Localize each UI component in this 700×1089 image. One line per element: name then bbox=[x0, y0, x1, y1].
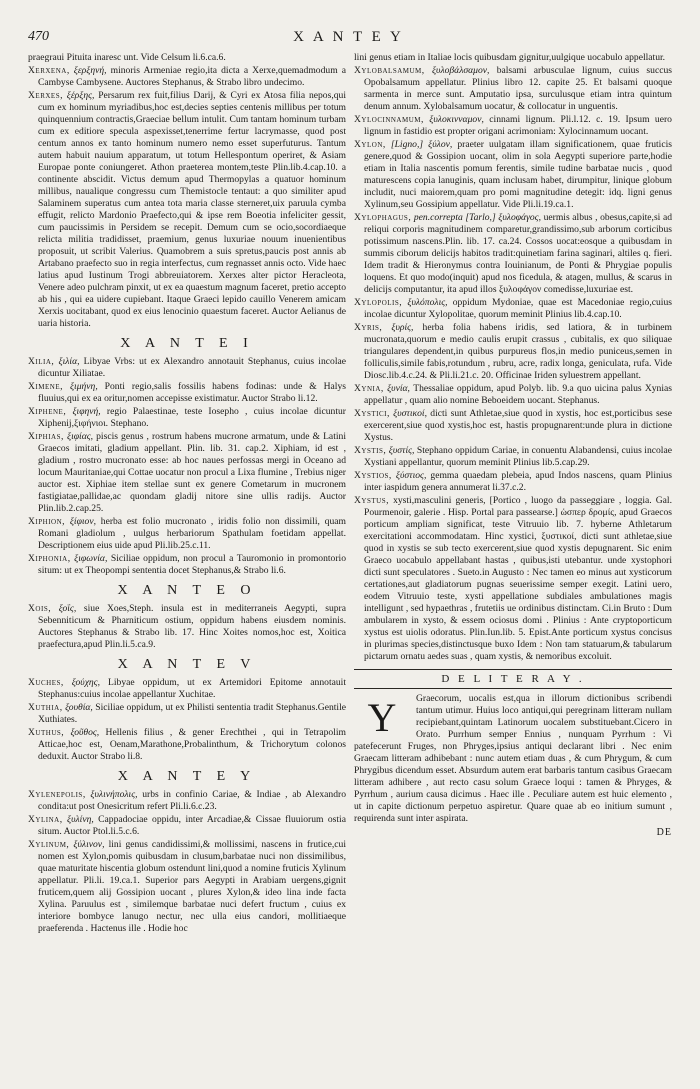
headword: Xynia, bbox=[354, 383, 384, 394]
dictionary-entry bbox=[28, 789, 346, 813]
page-number: 470 bbox=[28, 29, 49, 44]
definition-text: Siciliae oppidum, ut ex Philisti sententia tradit Stephanus.Gentile Xuthiates. bbox=[38, 702, 346, 725]
headword: Ximene, bbox=[28, 381, 63, 392]
definition-text: Hellenis filius , & gener Erechthei , qui in Tetrapolim Atticae,hoc est, Oenam,Marathone,Probalinthum, & Trichorytum colonos deduxit. Auctor Strabo li.8. bbox=[38, 727, 346, 762]
dictionary-entry bbox=[354, 495, 672, 663]
headword: Xystus, bbox=[354, 495, 389, 506]
dictionary-entry bbox=[28, 839, 346, 935]
running-title: X A N T E Y bbox=[293, 28, 404, 45]
greek-form: ξούχης, bbox=[71, 677, 100, 688]
dictionary-entry bbox=[28, 727, 346, 763]
headword: Xylocinnamum, bbox=[354, 114, 424, 125]
greek-form: ξίφιον, bbox=[69, 516, 97, 527]
greek-form: ξυρίς, bbox=[391, 322, 414, 333]
headword: Xiphias, bbox=[28, 431, 64, 442]
definition-text: cinnami lignum. Pli.l.12. c. 19. Ipsum uero lignum in fastidio est propter origani acrimoniam: Xylocinnamum uocant. bbox=[364, 114, 672, 137]
definition-text: minoris Armeniae regio,ita dicta a Xerxe,quemadmodum a Cambyse Cambysene. Auctores Stephanus, & Strabo libro undecimo. bbox=[38, 65, 346, 88]
greek-form: [Ligno,] ξύλον, bbox=[390, 139, 453, 150]
right-column bbox=[354, 52, 672, 1069]
dictionary-entry bbox=[28, 406, 346, 430]
dictionary-entry bbox=[354, 408, 672, 444]
dictionary-entry bbox=[28, 814, 346, 838]
greek-form: ξιφωνία, bbox=[74, 553, 108, 564]
catchword: DE bbox=[656, 827, 672, 838]
dictionary-entry bbox=[354, 383, 672, 407]
definition-text: Ponti regio,salis fossilis habens fodinas: unde & Halys fluuius,qui ex ea oritur,nomen accepisse existimatur. Auctor Strabo li.12. bbox=[38, 381, 346, 404]
greek-form: ξυλοκινναμον, bbox=[429, 114, 484, 125]
headword: Xystis, bbox=[354, 445, 387, 456]
definition-text: dicti sunt Athletae,siue quod in xystis, hoc est,porticibus sese exercerent,siue quod xystis,hoc est, hastis propugnarent:unde plura in dictione Xystus. bbox=[364, 408, 672, 443]
section-heading-xi: X A N T E I bbox=[120, 336, 254, 351]
dictionary-entry bbox=[28, 65, 346, 89]
definition-text: xysti,masculini generis, [Portico , luogo da passeggiare , loggia. Gal. Pourmenoir, galerie . Hisp. Portal para passearse.] ὡσπερ δρομίς, apud Graecos porticum ampliam significat, teste Vitruuio lib. 7. hyberne Athletarum exercitationi accommodatam. Hinc xystici, ξυστικοί, dicti sunt athletae,siue quod in xystis se sub tecto exercerent,siue quod xystis depugnarent. Sic enim Graeco uocabulo appellabant hastas , quibus,isti utebantur. unde xystophori dicti sunt speculatores . Sueto.in Augusto : Nec tamen eo minus aut xysticorum certationes,aut gladiatorum pugnas seuerissime semper exegit. Latini uero, eodem Vitruuio teste, xysti appellatione subdiales ambulationes magis intelligunt , sed hypaethras , frutetiis ue ordinibus distinctam. Ci.in Bruto : Dum ambularem in xysto, & essem ociosus domi . Plinius : Ante cryptoporticum xystus est uiolis odoratus. Plin.Iun.lib. 5. Epist.Ante porticum xystus concisus in plurimas species,distinctusque buxo Idem : Non tam statuarum,& tabularum pictarum ornatu aedes suas , quam xystis, & nemoribus excoluit. bbox=[364, 495, 672, 662]
headword: Xuthia, bbox=[28, 702, 63, 713]
left-column bbox=[28, 52, 346, 1069]
definition-text: praeter uulgatam illam significationem, quae fruticis genere,quod & Gossipion uocant, olim in sola Aegypti superiore parte,hodie etiam in Italia nascentis pomum ferentis, simile tudine barbatae nucis , quod maturescens copia lanuginis, quam inclusam habet, dirumpitur, linique globum includit, nuci maiorem,quam pro pomi magnitudine detegit: idq. ligni genus Xylinum,seu Gossipium appellatur. Vide Pli.li.19.ca.1. bbox=[364, 139, 672, 210]
greek-form: ξυστικοί, bbox=[393, 408, 427, 419]
dictionary-entry bbox=[354, 322, 672, 382]
definition-text: piscis genus , rostrum habens mucrone armatum, unde & Latini Graecos imitati, gladium appellant. Plin. lib. 31. cap.2. Xiphiam, id est , gladium , rostro mucronato esse: ab hoc naues perfossas mergi in Oceano ad locum Mauritaniae,qui Cottae uocatur non procul a Lixa flumine , Trebius niger auctor est. Xiphiae item stellae sunt ex genere Cometarum in mucronem fastigiatae,pallidae,ac quondam gladij nitore sine ullis radijs. Auctor Plin.lib.2.cap.25. bbox=[38, 431, 346, 514]
greek-form: ξυλίνη, bbox=[66, 814, 94, 825]
definition-text: regio Palaestinae, teste Iosepho , cuius incolae dicuntur Xiphenij,ξιφήνιοι. Stephano. bbox=[38, 406, 346, 429]
running-header bbox=[28, 26, 672, 48]
section-heading-xu: X A N T E V bbox=[117, 657, 257, 672]
headword: Xystios, bbox=[354, 470, 392, 481]
greek-form: ξιλία, bbox=[58, 356, 80, 367]
greek-form: ξυλόπολις, bbox=[407, 297, 448, 308]
greek-form: pen.correpta [Tarlo,] ξυλοφάγος, bbox=[413, 212, 541, 223]
headword: Xuthus, bbox=[28, 727, 65, 738]
greek-form: ξουθία, bbox=[65, 702, 93, 713]
greek-form: ξοῦθος, bbox=[70, 727, 100, 738]
de-litera-paragraph bbox=[354, 693, 672, 825]
continuation-text: praegraui Pituita inaresc unt. Vide Celsum li.6.ca.6. bbox=[28, 52, 226, 63]
headword: Xois, bbox=[28, 603, 52, 614]
greek-form: ξερξηνή, bbox=[73, 65, 107, 76]
dictionary-entry bbox=[28, 90, 346, 330]
headword: Xiphonia, bbox=[28, 553, 71, 564]
dictionary-entry bbox=[28, 381, 346, 405]
definition-text: Persarum rex fuit,filius Darij, & Cyri ex Atosa filia nepos,qui cum ex hominum myriadibus,hoc est,decies septies centenis millibus per totum quinquennium contractis,Graeciae bellum intulit. Cum tantam hominum turbam cum ex editiore specula aspexisset,tenerrime fertur lacrymasse, quod post centum annos ex tanto hominum numero nemo esset superfuturus. Tantum autem habuit nauium apparatum, ut totum Hellespontum operiret, & Asiam Europae ponte coniungeret. Athon praeterea montem,teste Plin.lib.4.cap.10. a continente abscidit. Victus demum apud Thermopylas a quatuor hominum millibus, naualique congressu cum Themistocle tentaut: a quo similiter apud Salaminem superatus cum antea tota maria classe sterneret,uix paruula cymba effugit, relicto Mardonio Praefecto,qui & ipse rem Boeotia infeliciter gessit, cum paucissimis in Persidem se recepit. Demum cum se ocio,socordiaeque relicta militia tradidisset, praemium, genus luxuriae nouum inuenientibus proposuit, ut scribit Valerius. Quamobrem a suis spretus,paucis post annis ab Artabano praefecto suo in regia interfectus, cum regnasset annis octo. Vide haec latius apud Iustinum Trogi abbreuiatorem. Xerxes alter pictor Heracleota, Venere adeo pulchram pinxit, ut ex ea quaestum magnum faceret, pretio accepto ab his , qui ea uidere cupiebant. Itaque Graeci lepido cauillo Venerem amicam Xerxis uocitabant, quod ex eius lenocinio quaestum faceret. Auctor Aelianus de uaria historia. bbox=[38, 90, 346, 329]
headword: Xystici, bbox=[354, 408, 390, 419]
definition-text: Cappadociae oppidu, inter Arcadiae,& Cissae fluuiorum ostia situm. Auctor Ptol.li.5.c.6. bbox=[38, 814, 346, 837]
headword: Xerxes, bbox=[28, 90, 63, 101]
dictionary-entry bbox=[354, 212, 672, 296]
greek-form: ξύλινον, bbox=[73, 839, 105, 850]
dictionary-entry bbox=[28, 356, 346, 380]
greek-form: ξέρξης, bbox=[66, 90, 95, 101]
de-litera-text: Graecorum, uocalis est,qua in illorum dictionibus scribendi tantum utimur. Huius loco antiqui,qui peregrinam litteram nullam recipiebant,quintam Latinorum uocalem substituebant.Cicero in Orato. Purrhum semper Ennius , nunquam Pyrrhum : Vi patefecerunt Fruges, non Phryges,ipsius antiqui declarant libri . Nec enim Graecam litteram adhibebant : nunc autem etiam duas , & cum Phrygum, & cum Phrygibus dicendum esset. Absurdum autem erat barbaris tantum casibus Graecam litteram adhibere , aut recto casu solum Graece loqui : tamen & Phryges, & Pyrrhum , aurium causa dicimus . Haec ille . Peculiare autem est huic elemento , ut in capite dictionum perpetuo aspiretur. Quare quae ab eo initium sumunt , requirenda sunt inter aspirata. bbox=[354, 693, 672, 824]
headword: Xyris, bbox=[354, 322, 383, 333]
headword: Xylinum, bbox=[28, 839, 70, 850]
greek-form: ξυλινήπολις, bbox=[90, 789, 138, 800]
headword: Xuches, bbox=[28, 677, 64, 688]
headword: Xylenepolis, bbox=[28, 789, 86, 800]
definition-text: herba folia habens iridis, sed latiora, & in turbinem mucronata,quorum e medio caulis erupit crassus , cubitalis, ex quo siliquae triangulares dependent,in quibus purpureus flos,in medio puniceus,semen in folliculis,simile fabis,rotundum , rubru, acre, radix longa, geniculata, rufa. Vide Diosc.lib.4.c.24. & Pli.li.21.c. 20. Officinae Iriden syluestrem appellant. bbox=[364, 322, 672, 381]
definition-text: siue Xoes,Steph. insula est in mediterraneis Aegypti, supra Sebenniticum & Pharniticum ostium, oppidum habens eiusdem nominis. Auctores Stephanus & Strabo lib. 17. Hinc Xoites nomos,hoc est, Xoitica praefectura,apud Plin.li.5.ca.9. bbox=[38, 603, 346, 650]
continuation-text: lini genus etiam in Italiae locis quibusdam gignitur,uulgique uocabulo appellatur. bbox=[354, 52, 666, 63]
dictionary-entry bbox=[354, 297, 672, 321]
definition-text: urbs in confinio Cariae, & Indiae , ab Alexandro condita:ut post Onesicritum refert Pli.li.6.c.23. bbox=[38, 789, 346, 812]
definition-text: Libyae Vrbs: ut ex Alexandro annotauit Stephanus, cuius incolae dicuntur Xiliatae. bbox=[38, 356, 346, 379]
headword: Xylobalsamum, bbox=[354, 65, 425, 76]
headword: Xiphene, bbox=[28, 406, 67, 417]
definition-text: gemma quaedam plebeia, apud Indos nascens, quam Plinius inter iaspidum genera annumerat li.37.c.2. bbox=[364, 470, 672, 493]
headword: Xylon, bbox=[354, 139, 386, 150]
dictionary-entry bbox=[28, 431, 346, 515]
dictionary-entry bbox=[28, 553, 346, 577]
dictionary-entry bbox=[28, 516, 346, 552]
dictionary-entry bbox=[354, 139, 672, 211]
greek-form: ξυστίς, bbox=[388, 445, 415, 456]
headword: Xilia, bbox=[28, 356, 55, 367]
headword: Xerxena, bbox=[28, 65, 70, 76]
headword: Xylopolis, bbox=[354, 297, 403, 308]
definition-text: balsami arbusculae lignum, cuius succus Opobalsamum appellatur. Plinius libro 12. capite 25. Et balsami quoque sarmenta in merce sunt. Amputatio ipsa, surculusque etiam intra quintum denum annum. Xylobalsamum uocatur, & collocatur in unguentis. bbox=[364, 65, 672, 112]
headword: Xiphion, bbox=[28, 516, 66, 527]
greek-form: ξυνία, bbox=[387, 383, 410, 394]
section-heading-xo: X A N T E O bbox=[117, 583, 257, 598]
greek-form: ξιφηνή, bbox=[72, 406, 101, 417]
definition-text: Siciliae oppidum, non procul a Tauromonio in promontorio situm: ut ex Theopompi sententia docet Stephanus,& Strabo li.6. bbox=[38, 553, 346, 576]
headword: Xylina, bbox=[28, 814, 63, 825]
greek-form: ξύστιος, bbox=[395, 470, 427, 481]
definition-text: oppidum Mydoniae, quae est Macedoniae regio,cuius incolae dicuntur Xylopolitae, quorum meminit Plinius lib.4.cap.10. bbox=[364, 297, 672, 320]
dictionary-entry bbox=[354, 445, 672, 469]
definition-text: Stephano oppidum Cariae, in conuentu Alabandensi, cuius incolae Xystiani appellantur, quorum meminit Plinius lib.5.cap.29. bbox=[364, 445, 672, 468]
definition-text: Thessaliae oppidum, apud Polyb. lib. 9.a quo uicina palus Xynias appellatur , quam alio nomine Beboeidem uocant. Stephanus. bbox=[364, 383, 672, 406]
definition-text: herba est folio mucronato , iridis folio non dissimili, quam Romani gladiolum , uulgus herbariorum Spathulam foetidam appellat. Descriptionem eius uide apud Pli.lib.25.c.11. bbox=[38, 516, 346, 551]
definition-text: Libyae oppidum, ut ex Artemidori Epitome annotauit Stephanus:cuius incolae appellantur Xuchitae. bbox=[38, 677, 346, 700]
definition-text: uermis albus , obesus,capite,si ad reliqui corporis magnitudinem comparetur,grandissimo,sub arborum corticibus potissimum nascens.Plin. lib. 17. ca.24. Cossos uocat:eosque a quibusdam in summis ciborum delicijs habitos tradit:quinetiam farina saginari, altiles q. fieri. Idem tradit & Hieronymus contra Iouinianum, de Ponti & Phrygiae populis loquens. Et quo modo(inquit) apud nos ficedula, & atagen, mullus, & scarus in delicijs computantur, ita apud illos ξυλοφάγον comedisse,luxuriae est. bbox=[364, 212, 672, 295]
dictionary-entry bbox=[354, 65, 672, 113]
greek-form: ξιμήνη, bbox=[69, 381, 98, 392]
section-heading-de-litera: D E L I T E R A Y . bbox=[354, 669, 672, 689]
headword: Xylophagus, bbox=[354, 212, 412, 223]
drop-cap: Y bbox=[367, 695, 397, 740]
dictionary-entry bbox=[354, 114, 672, 138]
dictionary-entry bbox=[28, 603, 346, 651]
dictionary-entry bbox=[28, 702, 346, 726]
definition-text: lini genus candidissimi,& mollissimi, nascens in frutice,cui nomen est Xylon,pomis quibusdam in clusum,barbatae nuci non dissimilibus, quae maturitate hiscentia globum ostendunt lini,quod a nomine fruticis Xylinum appellatur. Pli.li. 19.ca.1. Superior pars Aegypti in Arabiam uergens,gignit fruticem,quem alij Gossipion uocant , plures Xylon,& ideo lina inde facta Xylina. Paruulus est , similemque barbatae nuci defert fructum , cuius ex interiore bombyce lanugo nectur, nec ulla eius candori, mollitiaeque praeferenda . Hactenus ille . Hodie hoc bbox=[38, 839, 346, 934]
section-heading-xy: X A N T E Y bbox=[117, 769, 257, 784]
greek-form: ξοΐς, bbox=[58, 603, 77, 614]
greek-form: ξυλοβάλσαμον, bbox=[431, 65, 490, 76]
dictionary-entry bbox=[28, 677, 346, 701]
greek-form: ξιφίας, bbox=[66, 431, 94, 442]
dictionary-entry bbox=[354, 470, 672, 494]
